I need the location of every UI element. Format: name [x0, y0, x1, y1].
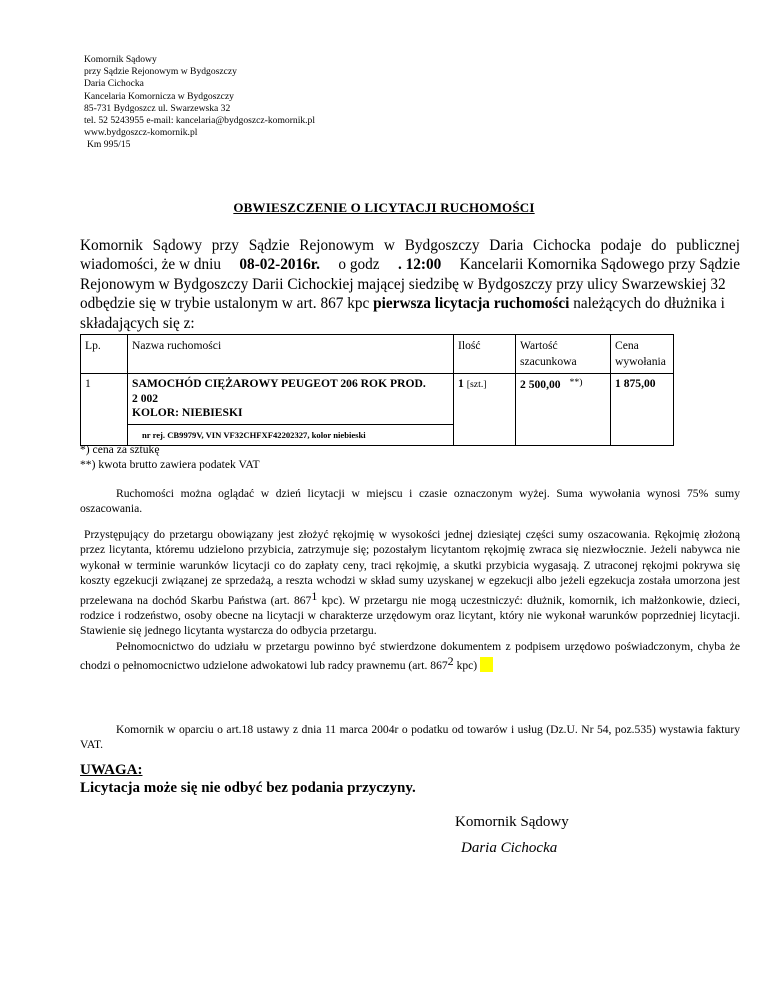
row-item-name [128, 374, 454, 425]
proxy-text [80, 639, 740, 674]
items-table [80, 334, 674, 446]
qty-number: 1 [458, 377, 464, 390]
article-superscript: 2 [447, 654, 454, 669]
intro-text: Kancelarii Komornika Sądowego przy Sądzie [459, 256, 740, 274]
intro-text: składających się z: [80, 314, 195, 332]
signature-title: Komornik Sądowy [455, 814, 569, 830]
row-qty [454, 374, 516, 446]
header-lp: Lp. [81, 335, 128, 374]
warning-text: Licytacja może się nie odbyć bez podania przyczyny. [80, 780, 416, 796]
intro-text: o godz [338, 256, 380, 274]
intro-line-4 [80, 294, 740, 313]
header-line: 85-731 Bydgoszcz ul. Swarzewska 32 [84, 102, 231, 114]
item-name-line: SAMOCHÓD CIĘŻAROWY PEUGEOT 206 ROK PROD. [132, 377, 426, 390]
intro-word: Sądowy [152, 237, 202, 254]
deposit-text [80, 527, 740, 639]
intro-word: Rejonowym [299, 237, 375, 254]
footnotes [80, 442, 260, 472]
intro-word: przy [211, 237, 239, 254]
intro-word: Cichocka [533, 237, 591, 254]
intro-word: do [651, 237, 667, 254]
proxy-text-b: kpc) [453, 659, 478, 673]
row-value [516, 374, 611, 446]
header-price-line: Cena [615, 339, 639, 352]
header-website-line: www.bydgoszcz-komornik.pl [84, 127, 198, 139]
row-price: 1 875,00 [611, 374, 674, 446]
header-price-line: wywołania [615, 355, 666, 368]
first-auction-label: pierwsza licytacja ruchomości [373, 295, 570, 313]
intro-text: odbędzie się w trybie ustalonym w art. 867 kpc [80, 295, 374, 313]
header-qty: Ilość [454, 335, 516, 374]
item-name-line: KOLOR: NIEBIESKI [132, 406, 243, 419]
case-number: Km 995/15 [87, 139, 131, 151]
header-line: Kancelaria Komornicza w Bydgoszczy [84, 90, 234, 102]
warning-label: UWAGA: [80, 762, 143, 778]
item-name-line: 2 002 [132, 391, 159, 405]
intro-line-3 [80, 275, 740, 294]
intro-word: Daria [489, 237, 524, 254]
intro-word: Sądzie [248, 237, 290, 254]
header-name: Nazwa ruchomości [128, 335, 454, 374]
viewing-paragraph: Ruchomości można oglądać w dzień licytacji w miejscu i czasie oznaczonym wyżej. Suma wywołania wynosi 75% sumy oszacowania. [80, 487, 740, 516]
signature-name: Daria Cichocka [461, 840, 558, 856]
header-price [611, 335, 674, 374]
warning-block [80, 761, 416, 797]
footnote: **) kwota brutto zawiera podatek VAT [80, 458, 260, 471]
value-footnote-mark: **) [569, 377, 583, 388]
intro-text: Rejonowym w Bydgoszczy Darii Cichockiej mającej siedzibę w Bydgoszczy przy ulicy Swarzewskiej 32 [80, 275, 726, 293]
auction-date: 08-02-2016r. [239, 256, 320, 274]
intro-line-5 [80, 314, 740, 333]
qty-unit: [szt.] [466, 379, 487, 390]
header-line: przy Sądzie Rejonowym w Bydgoszczy [84, 66, 237, 78]
intro-word: w [383, 237, 395, 254]
intro-word: publicznej [676, 237, 740, 254]
office-header [84, 54, 315, 152]
intro-line-1 [80, 236, 740, 255]
vat-paragraph: Komornik w oparciu o art.18 ustawy z dnia 11 marca 2004r o podatku od towarów i usług (Dz.U. Nr 54, poz.535) wystawia faktury VAT. [80, 723, 740, 752]
header-value-line: Wartość [520, 339, 558, 352]
deposit-text-b: kpc). W przetargu nie mogą uczestniczyć: dłużnik, komornik, ich małżonkowie, dzieci, rodzice i rodzeństwo, osoby obecne na licytacji w charakterze urzędowym oraz licytant, który nie wykonał warunków poprzedniej licytacji. Stawienie się jednego licytanta wystarcza do odbycia przetargu. [80, 593, 740, 638]
deposit-paragraph [80, 527, 740, 674]
item-details-text: nr rej. CB9979V, VIN VF32CHFXF42202327, kolor niebieski [142, 429, 366, 440]
row-lp: 1 [81, 374, 128, 446]
intro-text: należących do dłużnika i [569, 295, 725, 313]
intro-word: Komornik [80, 237, 143, 254]
intro-paragraph [80, 236, 740, 333]
intro-word: podaje [600, 237, 642, 254]
deposit-text-a: Przystępujący do przetargu obowiązany jest złożyć rękojmię w wysokości jednej dziesiątej części sumy oszacowania. Rękojmię złożoną przez licytanta, któremu udzielono przybicia, zatrzymuje się; pozostałym licytantom rękojmię zwraca się niezwłocznie. Jeżeli nabywca nie wykonał w terminie warunków licytacji co do zapłaty ceny, traci rękojmię, a skutki przybicia wygasają. Z utraconej rękojmi pokrywa się koszty egzekucji związanej ze sprzedażą, a reszta wchodzi w skład sumy uzyskanej w egzekucji albo jeżeli egzekucja została umorzona jest przelewana na dochód Skarbu Państwa (art. 867 [80, 528, 740, 607]
signature-block [455, 809, 569, 861]
table-header-row [81, 335, 674, 374]
header-value [516, 335, 611, 374]
document-title: OBWIESZCZENIE O LICYTACJI RUCHOMOŚCI [233, 200, 535, 215]
intro-word: Bydgoszczy [404, 237, 480, 254]
intro-line-2 [80, 255, 740, 274]
auction-time: . 12:00 [397, 256, 442, 274]
header-line: Daria Cichocka [84, 78, 144, 90]
table-row [81, 374, 674, 425]
estimated-value: 2 500,00 [520, 378, 561, 391]
header-contact-line: tel. 52 5243955 e-mail: kancelaria@bydgoszcz-komornik.pl [84, 115, 316, 127]
highlight-mark [480, 657, 493, 672]
proxy-text-a: Pełnomocnictwo do udziału w przetargu powinno być stwierdzone dokumentem z podpisem urzędowo poświadczonym, chyba że chodzi o pełnomocnictwo udzielone adwokatowi lub radcy prawnemu (art. 867 [80, 639, 740, 673]
intro-text: wiadomości, że w dniu [80, 256, 222, 274]
footnote: *) cena za sztukę [80, 443, 160, 456]
header-line: Komornik Sądowy [84, 54, 157, 65]
header-value-line: szacunkowa [520, 355, 577, 368]
article-superscript: 1 [311, 588, 318, 603]
